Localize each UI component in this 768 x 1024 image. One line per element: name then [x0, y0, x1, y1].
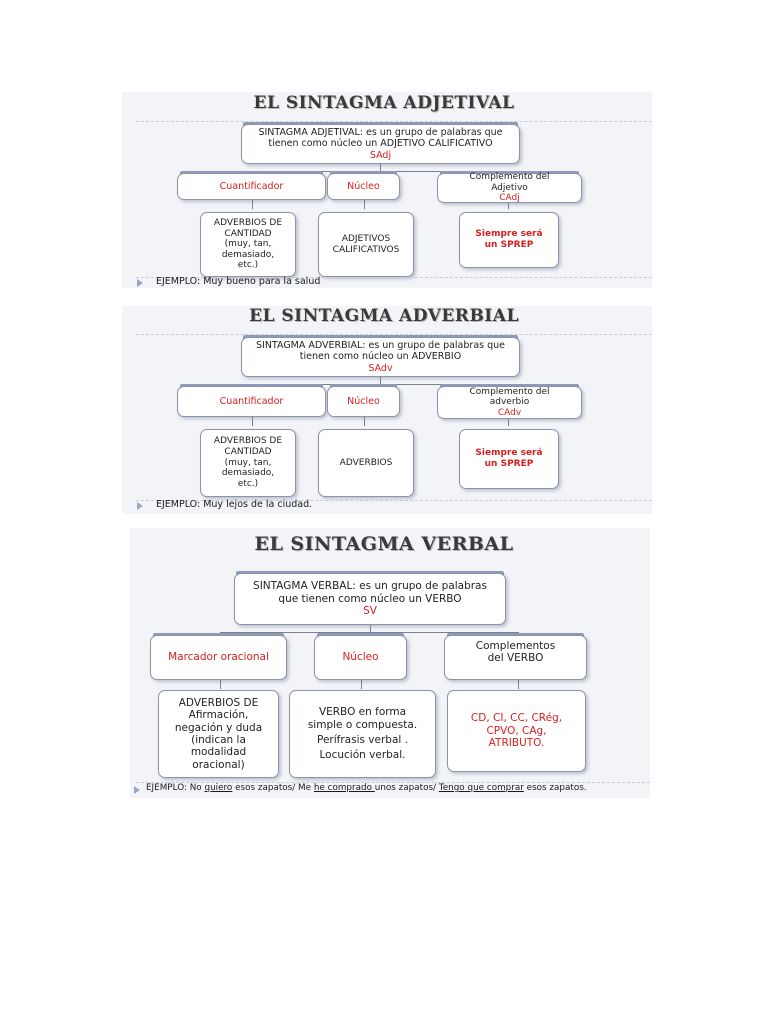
- root-box: [241, 337, 520, 377]
- body-adjetivos: [318, 212, 414, 277]
- header-label: Complementos del VERBO: [475, 640, 556, 665]
- header-cuantificador: [177, 386, 326, 417]
- header-label: Núcleo: [342, 651, 379, 664]
- bullet-icon: [134, 786, 140, 794]
- header-label: Cuantificador: [219, 180, 284, 192]
- body-text: ADVERBIOS DE CANTIDAD (muy, tan, demasiado, etc.): [213, 217, 283, 271]
- body-text: Siempre será un SPREP: [475, 448, 543, 469]
- body-sprep: [459, 212, 559, 268]
- root-text: SINTAGMA ADJETIVAL: es un grupo de palabras que tienen como núcleo un ADJETIVO CALIFICATIVO: [258, 127, 503, 150]
- example-text: [146, 783, 587, 793]
- root-abbr: SAdj: [369, 149, 392, 161]
- bullet-icon: [137, 279, 143, 287]
- header-cuantificador: [177, 173, 326, 200]
- root-abbr: SAdv: [368, 362, 393, 374]
- header-nucleo: [314, 635, 407, 680]
- root-text: SINTAGMA VERBAL: es un grupo de palabras que tienen como núcleo un VERBO: [253, 580, 487, 605]
- body-verbo: [289, 690, 436, 778]
- example-underlined: he comprado: [313, 783, 375, 793]
- body-adverbios-cantidad: [200, 212, 296, 277]
- body-text: Siempre será un SPREP: [475, 229, 543, 250]
- example-part: esos zapatos/ Me: [232, 783, 314, 793]
- body-adverbios-cantidad: [200, 429, 296, 497]
- root-box: [241, 124, 520, 164]
- body-text: ADJETIVOS CALIFICATIVOS: [332, 233, 400, 255]
- example-underlined: Tengo: [438, 783, 465, 793]
- header-label: Marcador oracional: [168, 651, 269, 664]
- section-title: EL SINTAGMA VERBAL: [254, 533, 514, 555]
- body-text: ADVERBIOS: [339, 457, 393, 468]
- body-text: ADVERBIOS DE Afirmación, negación y duda (indican la modalidad oracional): [174, 696, 263, 771]
- example-underlined: comprar: [486, 783, 524, 793]
- header-marcador-oracional: [150, 635, 287, 680]
- root-box: [234, 573, 506, 625]
- example-text: EJEMPLO: Muy lejos de la ciudad.: [156, 499, 313, 510]
- header-complemento: [437, 173, 582, 203]
- body-sprep: [459, 429, 559, 489]
- body-adverbios-afirmacion: [158, 690, 279, 778]
- example-part: unos zapatos/: [374, 783, 439, 793]
- header-label: Núcleo: [347, 180, 380, 192]
- header-label: Cuantificador: [219, 395, 284, 407]
- header-abbr: CAdj: [499, 193, 520, 204]
- example-part: EJEMPLO: No: [146, 783, 205, 793]
- header-label: Núcleo: [347, 395, 380, 407]
- body-line: VERBO en forma simple o compuesta.: [307, 706, 418, 731]
- page-title: EL SINTAGMA ADJETIVAL: [253, 93, 515, 113]
- body-text: CD, CI, CC, CRég, CPVO, CAg, ATRIBUTO.: [470, 712, 563, 750]
- body-text: ADVERBIOS DE CANTIDAD (muy, tan, demasiado, etc.): [213, 436, 283, 489]
- header-abbr: CAdv: [497, 407, 522, 418]
- example-underlined: que: [467, 783, 485, 793]
- body-adverbios: [318, 429, 414, 497]
- example-underlined: quiero: [204, 783, 233, 793]
- root-abbr: SV: [363, 605, 377, 618]
- body-line: Locución verbal.: [319, 749, 406, 762]
- example-part: esos zapatos.: [523, 783, 587, 793]
- header-complementos: [444, 635, 587, 680]
- header-complemento: [437, 386, 582, 419]
- header-label: Complemento del adverbio: [469, 386, 550, 408]
- body-complementos: [447, 690, 586, 772]
- example-text: EJEMPLO: Muy bueno para la salud: [156, 276, 321, 287]
- root-text: SINTAGMA ADVERBIAL: es un grupo de palabras que tienen como núcleo un ADVERBIO: [255, 340, 506, 363]
- bullet-icon: [137, 502, 143, 510]
- body-line: Perífrasis verbal .: [317, 734, 408, 746]
- header-nucleo: [327, 386, 400, 417]
- header-label: Complemento del Adjetivo: [469, 172, 550, 193]
- header-nucleo: [327, 173, 400, 200]
- section-title: EL SINTAGMA ADVERBIAL: [249, 306, 519, 326]
